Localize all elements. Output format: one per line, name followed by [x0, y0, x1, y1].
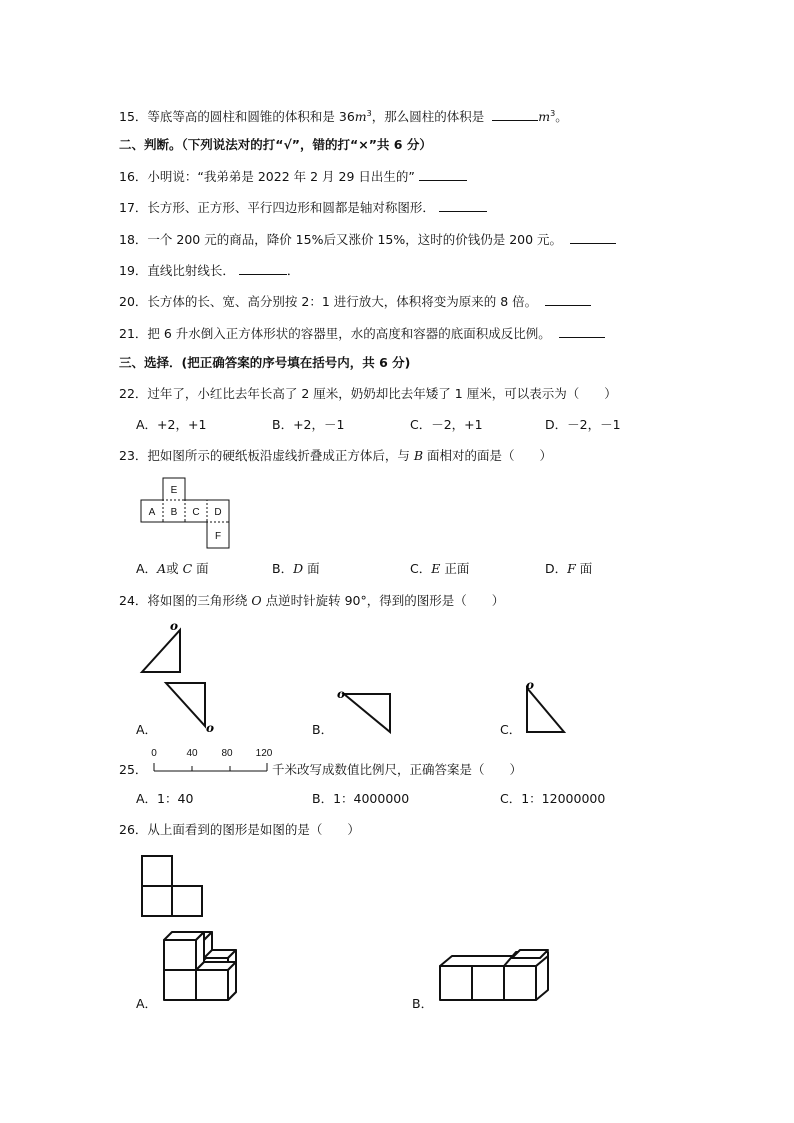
q24-option-a-triangle: [163, 680, 223, 736]
top-view-figure: [140, 854, 206, 920]
q26-option-a-cubes: [160, 926, 244, 1006]
answer-blank[interactable]: [439, 199, 487, 212]
net-label-a: A: [148, 507, 156, 518]
net-label-f: F: [214, 531, 222, 542]
question-24: 24．将如图的三角形绕 O 点逆时针旋转 90°，得到的图形是（ ）: [119, 593, 505, 608]
q24-option-b[interactable]: B．: [312, 722, 334, 737]
answer-blank[interactable]: [239, 262, 287, 275]
q22-option-c[interactable]: C．－2，+1: [410, 417, 483, 432]
question-25: 千米改写成数值比例尺，正确答案是（ ）: [272, 762, 523, 777]
q23-option-d[interactable]: D．F 面: [545, 561, 593, 576]
net-label-e: E: [170, 485, 178, 496]
question-19: 19．直线比射线长． ．: [119, 263, 300, 278]
q26-option-b-cubes: [436, 948, 556, 1008]
answer-blank[interactable]: [419, 168, 467, 181]
question-23: 23．把如图所示的硬纸板沿虚线折叠成正方体后，与 B 面相对的面是（ ）: [119, 448, 553, 463]
net-label-b: B: [170, 507, 178, 518]
q24-option-b-triangle: [336, 688, 396, 736]
answer-blank[interactable]: [545, 293, 591, 306]
q25-option-a[interactable]: A．1：40: [136, 791, 194, 806]
question-16: 16．小明说：“我弟弟是 2022 年 2 月 29 日出生的”: [119, 168, 467, 185]
q25-option-b[interactable]: B．1：4000000: [312, 791, 410, 806]
section-2-heading: 二、判断。（下列说法对的打“√”，错的打“×”共 6 分）: [119, 137, 432, 152]
q24-option-c[interactable]: C．: [500, 722, 522, 737]
answer-blank[interactable]: [492, 108, 538, 121]
question-17: 17．长方形、正方形、平行四边形和圆都是轴对称图形．: [119, 199, 487, 216]
question-25-number: 25．: [119, 762, 148, 777]
q26-option-b[interactable]: B．: [412, 996, 434, 1011]
svg-text:o: o: [206, 721, 215, 735]
svg-text:o: o: [337, 687, 346, 701]
q24-option-c-triangle: [522, 680, 572, 736]
question-26: 26．从上面看到的图形是如图的是（ ）: [119, 822, 360, 837]
q22-option-b[interactable]: B．+2，－1: [272, 417, 345, 432]
question-21: 21．把 6 升水倒入正方体形状的容器里，水的高度和容器的底面积成反比例。: [119, 325, 605, 342]
section-3-heading: 三、选择．(把正确答案的序号填在括号内，共 6 分): [119, 355, 411, 370]
original-triangle-figure: [140, 620, 190, 676]
question-20: 20．长方体的长、宽、高分别按 2：1 进行放大，体积将变为原来的 8 倍。: [119, 293, 591, 310]
q24-option-a[interactable]: A．: [136, 722, 158, 737]
q25-option-c[interactable]: C．1：12000000: [500, 791, 606, 806]
q23-option-c[interactable]: C．E 正面: [410, 561, 470, 576]
q23-option-a[interactable]: A．A或 C 面: [136, 561, 209, 576]
line-scale-figure: [146, 745, 276, 775]
q26-option-a[interactable]: A．: [136, 996, 158, 1011]
svg-text:o: o: [526, 678, 535, 692]
question-15: 15．等底等高的圆柱和圆锥的体积和是 $36m^3$，那么圆柱的体积是 $m^3$。: [119, 109, 568, 125]
question-22: 22．过年了，小红比去年长高了 2 厘米，奶奶却比去年矮了 1 厘米，可以表示为（ ）: [119, 386, 617, 401]
q22-option-d[interactable]: D．－2，－1: [545, 417, 621, 432]
question-18: 18．一个 200 元的商品，降价 15%后又涨价 15%，这时的价钱仍是 200 元。: [119, 231, 616, 248]
scale-tick-120: 120: [255, 748, 273, 759]
answer-blank[interactable]: [559, 325, 605, 338]
q22-option-a[interactable]: A．+2，+1: [136, 417, 207, 432]
scale-tick-80: 80: [221, 748, 233, 759]
net-label-c: C: [192, 507, 200, 518]
scale-tick-40: 40: [186, 748, 198, 759]
point-o-label: o: [170, 619, 179, 633]
net-label-d: D: [214, 507, 222, 518]
answer-blank[interactable]: [570, 231, 616, 244]
cube-net-figure: [140, 476, 240, 552]
q23-option-b[interactable]: B．D 面: [272, 561, 320, 576]
scale-tick-0: 0: [151, 748, 157, 759]
